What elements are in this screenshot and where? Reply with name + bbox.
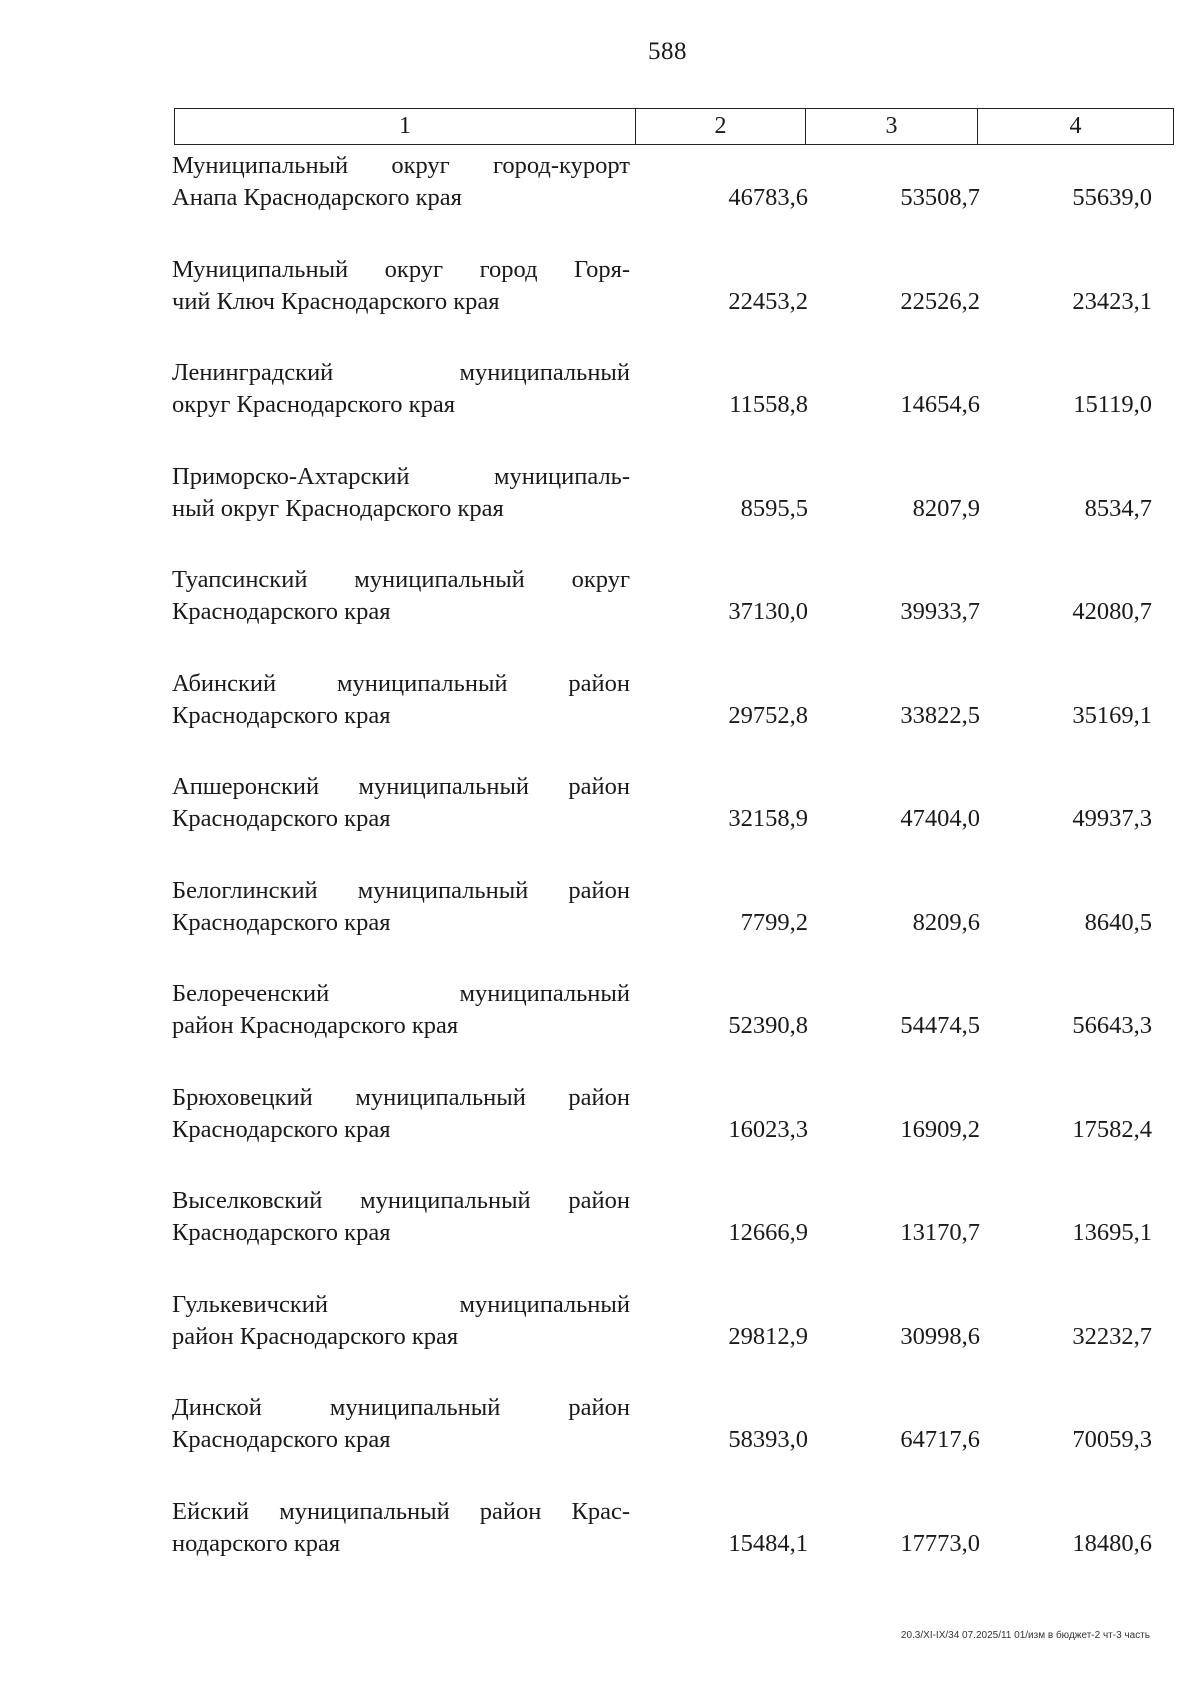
value-col-2: 16023,3 <box>728 1115 808 1143</box>
table-row <box>170 560 1180 664</box>
value-col-3: 53508,7 <box>900 184 980 211</box>
value-col-3: 8207,9 <box>912 494 980 522</box>
district-name-line: Краснодарского края <box>172 805 391 832</box>
value-col-2: 12666,9 <box>728 1219 808 1246</box>
district-name-line: Выселковский муниципальный район <box>172 1187 630 1214</box>
value-col-4: 70059,3 <box>1072 1426 1152 1453</box>
value-col-3: 14654,6 <box>900 391 980 418</box>
table-row <box>170 1078 1180 1182</box>
district-name-line: Краснодарского края <box>172 1426 391 1453</box>
district-name <box>172 1496 630 1560</box>
district-name-line: Ленинградский муниципальный <box>172 359 630 386</box>
district-name-line: Муниципальный округ город-курорт <box>172 152 630 179</box>
district-name-line: ный округ Краснодарского края <box>172 494 504 522</box>
footer-note: 20.3/XI-IX/34 07.2025/11 01/изм в бюджет-2 чт-3 часть <box>900 1630 1150 1641</box>
value-col-4: 55639,0 <box>1072 184 1152 211</box>
district-name-line: Краснодарского края <box>172 701 391 729</box>
value-col-3: 16909,2 <box>900 1115 980 1143</box>
district-name-line: Белоглинский муниципальный район <box>172 876 630 904</box>
district-name-line: нодарского края <box>172 1529 341 1557</box>
table-body <box>170 146 1180 1595</box>
value-col-2: 22453,2 <box>728 287 808 315</box>
header-col-2: 2 <box>636 109 806 144</box>
value-col-4: 42080,7 <box>1072 598 1152 625</box>
table-row <box>170 1181 1180 1285</box>
value-col-4: 49937,3 <box>1072 805 1152 832</box>
table-row <box>170 146 1180 250</box>
district-name <box>172 1185 630 1249</box>
district-name-line: Краснодарского края <box>172 598 391 625</box>
value-col-4: 18480,6 <box>1072 1529 1152 1557</box>
district-name-line: Апшеронский муниципальный район <box>172 773 630 800</box>
district-name <box>172 564 630 628</box>
value-col-2: 52390,8 <box>728 1012 808 1039</box>
header-col-4: 4 <box>1069 113 1082 139</box>
value-col-2: 29752,8 <box>728 701 808 729</box>
value-col-3: 39933,7 <box>900 598 980 625</box>
value-col-4: 56643,3 <box>1072 1012 1152 1039</box>
value-col-3: 30998,6 <box>900 1322 980 1350</box>
page-number: 588 <box>648 38 687 65</box>
district-name-line: Анапа Краснодарского края <box>172 184 462 211</box>
value-col-4: 13695,1 <box>1072 1219 1152 1246</box>
district-name-line: Краснодарского края <box>172 908 391 936</box>
value-col-3: 33822,5 <box>900 701 980 729</box>
value-col-4: 17582,4 <box>1072 1115 1152 1143</box>
district-name-line: Гулькевичский муниципальный <box>172 1290 630 1318</box>
value-col-2: 8595,5 <box>740 494 808 522</box>
district-name <box>172 461 630 525</box>
value-col-4: 8534,7 <box>1084 494 1152 522</box>
table-row <box>170 767 1180 871</box>
district-name <box>172 150 630 214</box>
district-name <box>172 1082 630 1146</box>
value-col-4: 23423,1 <box>1072 287 1152 315</box>
district-name-line: округ Краснодарского края <box>172 391 455 418</box>
value-col-2: 46783,6 <box>728 184 808 211</box>
district-name-line: Ейский муниципальный район Крас- <box>172 1497 630 1525</box>
value-col-3: 22526,2 <box>900 287 980 315</box>
table-row <box>170 1285 1180 1389</box>
table-row <box>170 974 1180 1078</box>
table-row <box>170 664 1180 768</box>
header-col-1: 1 <box>175 109 636 144</box>
table-row <box>170 1492 1180 1596</box>
value-col-2: 37130,0 <box>728 598 808 625</box>
value-col-2: 29812,9 <box>728 1322 808 1350</box>
district-name-line: Белореченский муниципальный <box>172 980 630 1007</box>
table-row <box>170 250 1180 354</box>
value-col-2: 58393,0 <box>728 1426 808 1453</box>
value-col-4: 8640,5 <box>1084 908 1152 936</box>
value-col-2: 15484,1 <box>728 1529 808 1557</box>
district-name-line: район Краснодарского края <box>172 1012 459 1039</box>
district-name <box>172 254 630 318</box>
district-name-line: Абинский муниципальный район <box>172 669 630 697</box>
district-name <box>172 1289 630 1353</box>
value-col-4: 15119,0 <box>1073 391 1152 418</box>
district-name-line: Краснодарского края <box>172 1219 391 1246</box>
district-name <box>172 357 630 421</box>
value-col-3: 54474,5 <box>900 1012 980 1039</box>
district-name <box>172 668 630 732</box>
district-name-line: Краснодарского края <box>172 1115 391 1143</box>
district-name-line: Муниципальный округ город Горя- <box>172 255 630 283</box>
value-col-2: 7799,2 <box>740 908 808 936</box>
district-name-line: чий Ключ Краснодарского края <box>172 287 500 315</box>
value-col-3: 13170,7 <box>900 1219 980 1246</box>
value-col-3: 8209,6 <box>912 908 980 936</box>
header-col-3: 3 <box>806 109 978 144</box>
value-col-4: 32232,7 <box>1072 1322 1152 1350</box>
table-row <box>170 871 1180 975</box>
value-col-2: 11558,8 <box>729 391 808 418</box>
district-name <box>172 771 630 835</box>
value-col-2: 32158,9 <box>728 805 808 832</box>
district-name-line: район Краснодарского края <box>172 1322 459 1350</box>
district-name-line: Брюховецкий муниципальный район <box>172 1083 630 1111</box>
table-row <box>170 1388 1180 1492</box>
district-name-line: Туапсинский муниципальный округ <box>172 566 630 593</box>
value-col-4: 35169,1 <box>1072 701 1152 729</box>
table-row <box>170 353 1180 457</box>
district-name <box>172 1392 630 1456</box>
table-row <box>170 457 1180 561</box>
value-col-3: 17773,0 <box>900 1529 980 1557</box>
district-name <box>172 978 630 1042</box>
value-col-3: 64717,6 <box>900 1426 980 1453</box>
district-name-line: Приморско-Ахтарский муниципаль- <box>172 462 630 490</box>
district-name <box>172 875 630 939</box>
district-name-line: Динской муниципальный район <box>172 1394 630 1421</box>
table-header <box>174 108 1174 145</box>
value-col-3: 47404,0 <box>900 805 980 832</box>
